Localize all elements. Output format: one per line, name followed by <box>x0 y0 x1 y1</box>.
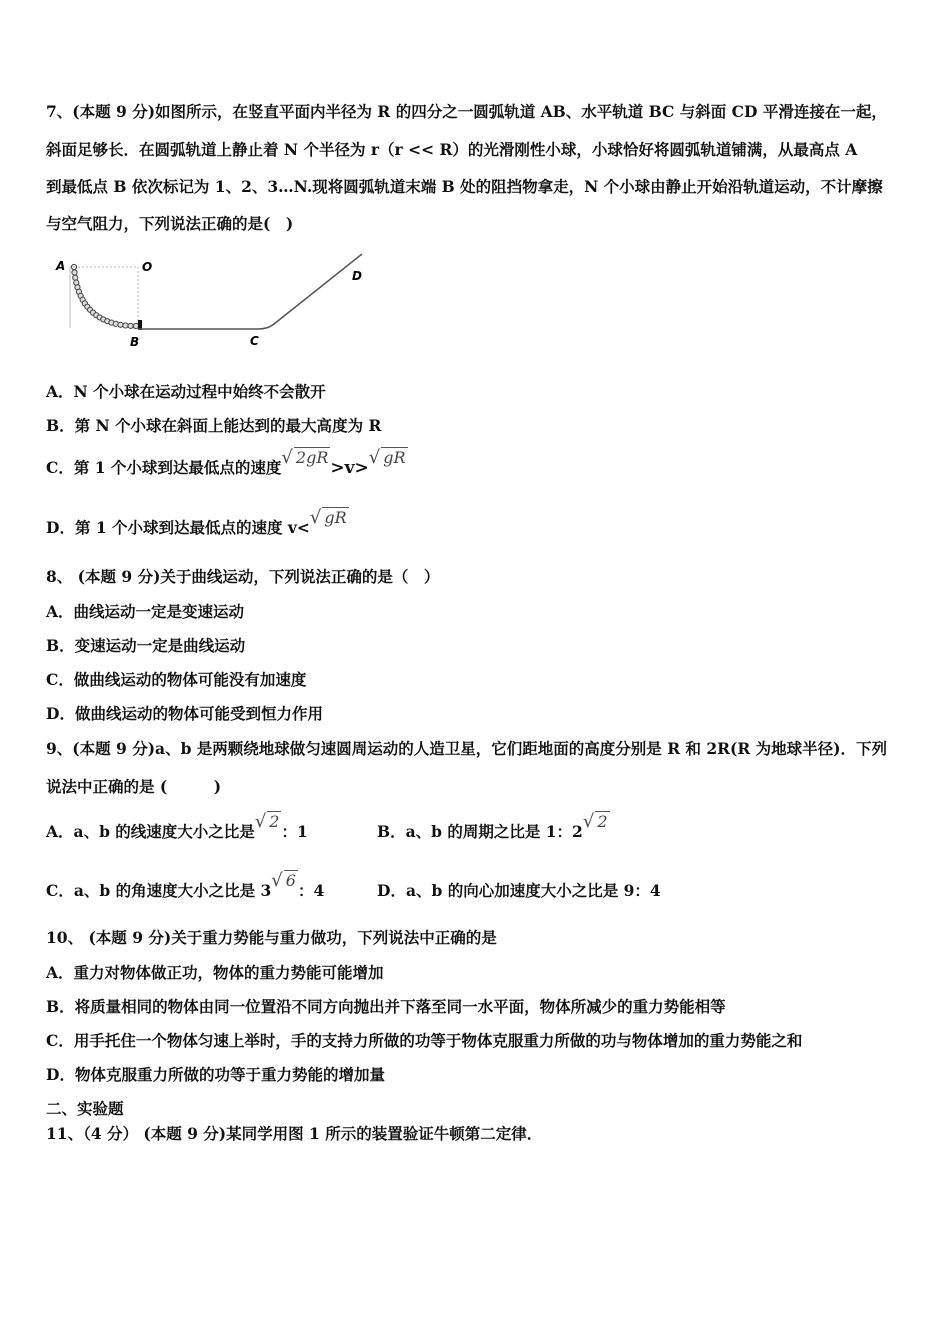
label-b: B <box>130 335 140 349</box>
q7-option-c-text: C．第 1 个小球到达最低点的速度 <box>46 458 282 477</box>
ball <box>133 323 138 328</box>
q7-stem-line1: 7、(本题 9 分)如图所示，在竖直平面内半径为 R 的四分之一圆弧轨道 AB、水平轨道 BC 与斜面 CD 平滑连接在一起， <box>46 102 887 121</box>
ball <box>118 322 123 327</box>
q8-option-c[interactable]: C．做曲线运动的物体可能没有加速度 <box>46 670 307 689</box>
q9-option-c[interactable]: C．a、b 的角速度大小之比是 3√ 6：4 <box>46 870 325 900</box>
q7-option-b[interactable]: B．第 N 个小球在斜面上能达到的最大高度为 R <box>46 416 382 435</box>
q7-stem-line4: 与空气阻力，下列说法正确的是( ) <box>46 214 294 233</box>
q7-option-c-inequality: >v> <box>330 458 369 478</box>
q8-option-b[interactable]: B．变速运动一定是曲线运动 <box>46 636 246 655</box>
q10-option-d[interactable]: D．物体克服重力所做的功等于重力势能的增加量 <box>46 1065 385 1084</box>
ball <box>128 323 133 328</box>
q7-option-d-text: D．第 1 个小球到达最低点的速度 v< <box>46 518 310 537</box>
q9-option-c-text: C．a、b 的角速度大小之比是 3 <box>46 881 272 900</box>
q7-track-figure <box>50 248 380 353</box>
q9-stem-line2: 说法中正确的是 ( ) <box>46 777 222 796</box>
q7-stem-line2: 斜面足够长．在圆弧轨道上静止着 N 个半径为 r（r << R）的光滑刚性小球，小球恰好将圆弧轨道铺满，从最高点 A <box>46 140 858 159</box>
q10-option-c[interactable]: C．用手托住一个物体匀速上举时，手的支持力所做的功等于物体克服重力所做的功与物体增加的重力势能之和 <box>46 1031 803 1050</box>
label-d: D <box>352 269 362 283</box>
q7-option-c-radical-1: 2gR <box>295 448 329 467</box>
q9-stem-line1: 9、(本题 9 分)a、b 是两颗绕地球做匀速圆周运动的人造卫星，它们距地面的高度分别是 R 和 2R(R 为地球半径)．下列 <box>46 739 887 758</box>
q7-option-d-radical: gR <box>324 508 347 527</box>
q7-option-a[interactable]: A．N 个小球在运动过程中始终不会散开 <box>46 382 326 401</box>
q10-option-a[interactable]: A．重力对物体做正功，物体的重力势能可能增加 <box>46 963 384 982</box>
label-c: C <box>250 334 259 348</box>
q10-stem: 10、 (本题 9 分)关于重力势能与重力做功，下列说法中正确的是 <box>46 928 497 947</box>
q7-option-c[interactable]: C．第 1 个小球到达最低点的速度√ 2gR>v>√ gR <box>46 447 406 478</box>
q9-option-b[interactable]: B．a、b 的周期之比是 1：2√ 2 <box>377 811 608 841</box>
ball <box>123 323 128 328</box>
q10-option-b[interactable]: B．将质量相同的物体由同一位置沿不同方向抛出并下落至同一水平面，物体所减少的重力势能相等 <box>46 997 726 1016</box>
ball <box>73 275 78 280</box>
q9-option-c-radical: 6 <box>285 871 296 890</box>
section-heading-experiment: 二、实验题 <box>46 1099 124 1118</box>
q7-option-d[interactable]: D．第 1 个小球到达最低点的速度 v<√ gR <box>46 507 347 537</box>
ball <box>72 270 77 275</box>
q9-option-b-text: B．a、b 的周期之比是 1：2 <box>377 822 583 841</box>
q9-option-b-radical: 2 <box>597 812 608 831</box>
q7-option-c-radical-2: gR <box>383 448 406 467</box>
q11-stem: 11、（4 分） (本题 9 分)某同学用图 1 所示的装置验证牛顿第二定律． <box>46 1124 543 1143</box>
q8-stem: 8、 (本题 9 分)关于曲线运动，下列说法正确的是（ ） <box>46 567 440 586</box>
q9-option-c-ratio: ：4 <box>297 881 325 900</box>
q9-option-a-ratio: ：1 <box>281 822 308 841</box>
label-a: A <box>56 259 66 273</box>
q9-option-a[interactable]: A．a、b 的线速度大小之比是√ 2：1 <box>46 811 308 841</box>
ball <box>71 264 76 269</box>
q9-option-a-radical: 2 <box>269 812 280 831</box>
q9-option-a-text: A．a、b 的线速度大小之比是 <box>46 822 255 841</box>
q8-option-a[interactable]: A．曲线运动一定是变速运动 <box>46 602 245 621</box>
balls-on-arc <box>71 264 138 328</box>
q9-option-d[interactable]: D．a、b 的向心加速度大小之比是 9：4 <box>377 881 661 900</box>
q8-option-d[interactable]: D．做曲线运动的物体可能受到恒力作用 <box>46 704 323 723</box>
q7-stem-line3: 到最低点 B 依次标记为 1、2、3…N.现将圆弧轨道末端 B 处的阻挡物拿走，N 个小球由静止开始沿轨道运动，不计摩擦 <box>46 177 883 196</box>
label-o: O <box>142 260 153 274</box>
